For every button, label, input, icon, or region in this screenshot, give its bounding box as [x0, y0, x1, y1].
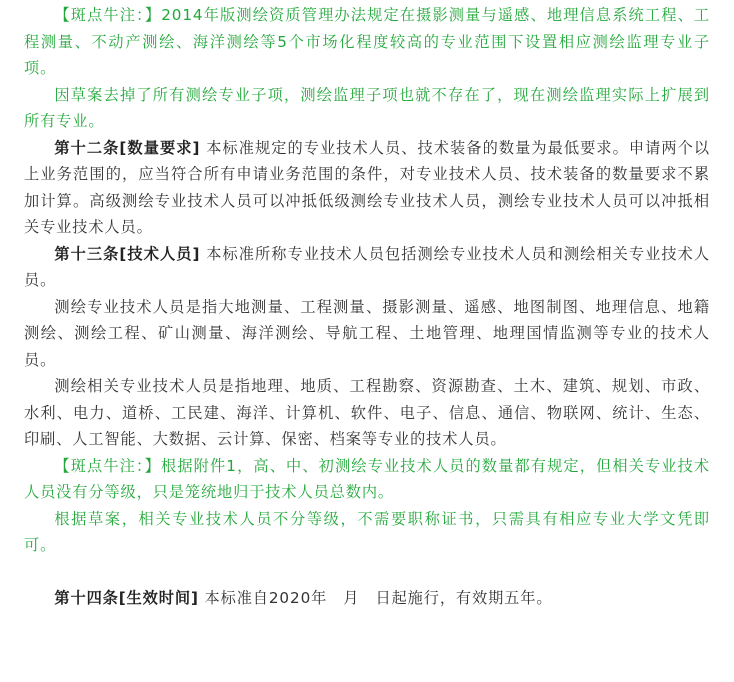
article-14 — [24, 585, 710, 612]
document-body — [24, 2, 710, 611]
note-text: 根据草案，相关专业技术人员不分等级，不需要职称证书，只需具有相应专业大学文凭即可。 — [24, 509, 710, 554]
note-text: 因草案去掉了所有测绘专业子项，测绘监理子项也就不存在了，现在测绘监理实际上扩展到所有专业。 — [24, 85, 710, 130]
paragraph-text: 测绘相关专业技术人员是指地理、地质、工程勘察、资源勘查、土木、建筑、规划、市政、水利、电力、道桥、工民建、海洋、计算机、软件、电子、信息、通信、物联网、统计、生态、印刷、人工智能、大数据、云计算、保密、档案等专业的技术人员。 — [24, 377, 710, 448]
note-text: 2014年版测绘资质管理办法规定在摄影测量与遥感、地理信息系统工程、工程测量、不动产测绘、海洋测绘等5个市场化程度较高的专业范围下设置相应测绘监理专业子项。 — [24, 6, 711, 77]
paragraph-text: 测绘专业技术人员是指大地测量、工程测量、摄影测量、遥感、地图制图、地理信息、地籍测绘、测绘工程、矿山测量、海洋测绘、导航工程、土地管理、地理国情监测等专业的技术人员。 — [24, 297, 710, 369]
related-staff-paragraph — [24, 373, 710, 453]
note-paragraph-3 — [24, 453, 710, 506]
article-number: 第十二条 — [54, 138, 120, 157]
note-paragraph-2 — [24, 82, 710, 135]
article-text: 本标准自2020年 月 日起施行，有效期五年。 — [198, 588, 553, 607]
note-paragraph-1 — [24, 2, 710, 82]
article-title: [生效时间] — [118, 588, 199, 607]
article-title: [技术人员] — [119, 244, 201, 263]
spacer — [24, 559, 710, 585]
note-text: 根据附件1，高、中、初测绘专业技术人员的数量都有规定，但相关专业技术人员没有分等级，只是笼统地归于技术人员总数内。 — [24, 456, 711, 501]
article-title: [数量要求] — [119, 138, 201, 157]
article-13 — [24, 241, 710, 294]
article-text: 本标准所称专业技术人员包括测绘专业技术人员和测绘相关专业技术人员。 — [24, 244, 710, 289]
article-number: 第十四条 — [54, 588, 119, 607]
note-paragraph-4 — [24, 506, 710, 559]
note-label: 【斑点牛注：】 — [54, 6, 162, 24]
survey-staff-paragraph — [24, 294, 710, 374]
article-12 — [24, 135, 710, 241]
article-text: 本标准规定的专业技术人员、技术装备的数量为最低要求。申请两个以上业务范围的，应当符合所有申请业务范围的条件，对专业技术人员、技术装备的数量要求不累加计算。高级测绘专业技术人员可以冲抵低级测绘专业技术人员，测绘专业技术人员可以冲抵相关专业技术人员。 — [24, 138, 710, 236]
article-number: 第十三条 — [54, 244, 120, 263]
note-label: 【斑点牛注：】 — [54, 456, 162, 475]
